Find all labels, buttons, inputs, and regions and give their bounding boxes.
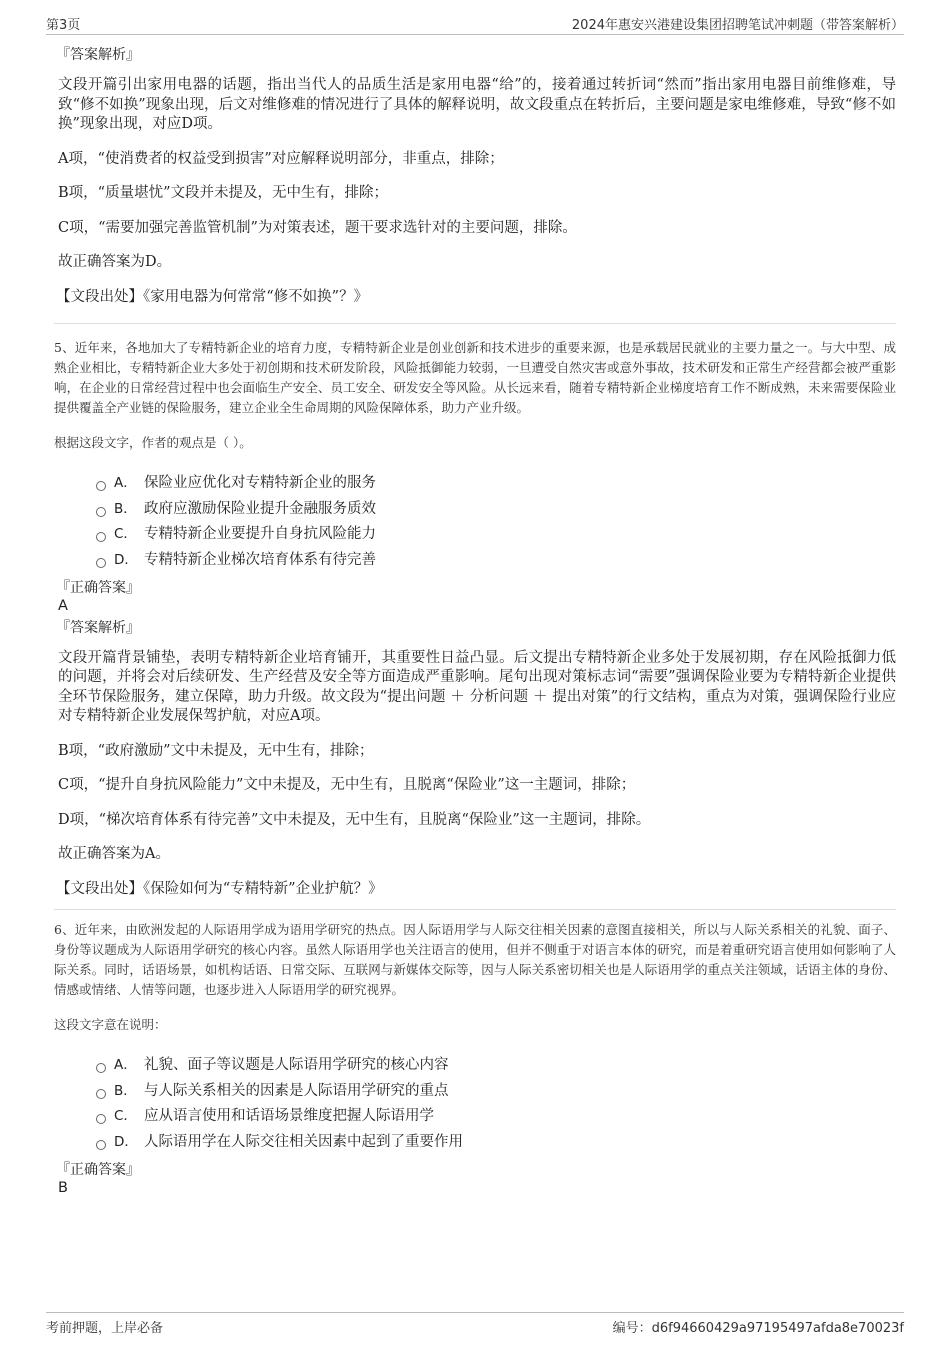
q5-analysis-line-b: B项，“政府激励”文中未提及，无中生有，排除； xyxy=(58,742,374,759)
q4-analysis-line-b: B项，“质量堪忧”文段并未提及，无中生有，排除； xyxy=(58,185,388,201)
option-text: 专精特新企业梯次培育体系有待完善 xyxy=(144,551,376,568)
divider xyxy=(54,323,896,324)
radio-icon[interactable] xyxy=(96,1114,106,1124)
q5-option-a[interactable] xyxy=(96,470,896,496)
q6-option-b[interactable] xyxy=(96,1078,896,1104)
footer-slogan: 考前押题，上岸必备 xyxy=(46,1321,164,1336)
q5-conclusion: 故正确答案为A。 xyxy=(58,846,170,863)
q6-option-d[interactable] xyxy=(96,1129,896,1155)
option-letter: A． xyxy=(114,474,137,491)
page-header xyxy=(46,14,904,35)
option-letter: B． xyxy=(114,500,137,517)
q4-analysis-line-a: A项，“使消费者的权益受到损害”对应解释说明部分，非重点，排除； xyxy=(58,150,504,167)
q5-question-text: 5、近年来，各地加大了专精特新企业的培育力度，专精特新企业是创业创新和技术进步的重要来源，也是承载居民就业的主要力量之一。与大中型、成熟企业相比，专精特新企业大多处于初创期和技术研发阶段，风险抵御能力较弱，一旦遭受自然灾害或意外事故，技术研发和正常生产经营都会被严重影响，在企业的日常经营过程中也会面临生产安全、员工安全、研发安全等风险。从长远来看，随着专精特新企业梯度培育工作不断成熟，未来需要保险业提供覆盖全产业链的保险服务，建立企业全生命周期的风险保障体系，助力产业升级。 xyxy=(54,340,896,415)
option-text: 人际语用学在人际交往相关因素中起到了重要作用 xyxy=(144,1134,463,1151)
divider xyxy=(54,909,896,910)
option-letter: B． xyxy=(114,1082,137,1099)
option-text: 政府应激励保险业提升金融服务质效 xyxy=(144,500,376,517)
option-letter: C． xyxy=(114,1108,137,1125)
option-text: 保险业应优化对专精特新企业的服务 xyxy=(144,474,376,491)
q6-options xyxy=(96,1052,896,1155)
option-letter: A． xyxy=(114,1057,137,1074)
q5-correct-label: 『正确答案』 xyxy=(56,579,140,596)
page-number: 第3页 xyxy=(46,18,81,33)
option-text: 应从语言使用和话语场景维度把握人际语用学 xyxy=(144,1108,434,1125)
option-text: 专精特新企业要提升自身抗风险能力 xyxy=(144,526,376,543)
option-letter: D． xyxy=(114,551,138,568)
radio-icon[interactable] xyxy=(96,532,106,542)
q5-option-d[interactable] xyxy=(96,547,896,573)
q5-analysis-label: 『答案解析』 xyxy=(56,619,140,636)
option-letter: C． xyxy=(114,526,137,543)
radio-icon[interactable] xyxy=(96,507,106,517)
q4-analysis-line-c: C项，“需要加强完善监管机制”为对策表述，题干要求选针对的主要问题，排除。 xyxy=(58,219,577,236)
radio-icon[interactable] xyxy=(96,1089,106,1099)
q4-analysis-paragraph: 文段开篇引出家用电器的话题，指出当代人的品质生活是家用电器“给”的，接着通过转折词“然而”指出家用电器目前维修难，导致“修不如换”现象出现，后文对维修难的情况进行了具体的解释说明，故文段重点在转折后，主要问题是家电维修难，导致“修不如换”现象出现，对应D项。 xyxy=(58,77,896,132)
radio-icon[interactable] xyxy=(96,481,106,491)
page-content xyxy=(56,46,896,1197)
q5-analysis-line-d: D项，“梯次培育体系有待完善”文中未提及，无中生有，且脱离“保险业”这一主题词，排除。 xyxy=(58,811,651,828)
q5-options xyxy=(96,470,896,573)
q6-question-text: 6、近年来，由欧洲发起的人际语用学成为语用学研究的热点。因人际语用学与人际交往相关因素的意图直接相关，所以与人际关系相关的礼貌、面子、身份等议题成为人际语用学研究的核心内容。虽然人际语用学也关注语言的使用，但并不侧重于对语言本体的研究，而是着重研究语言使用如何影响了人际关系。同时，话语场景，如机构话语、日常交际、互联网与新媒体交际等，因与人际关系密切相关也是人际语用学的重点关注领域，话语主体的身份、情感或情绪、人情等问题，也逐步进入人际语用学的研究视界。 xyxy=(54,922,896,998)
radio-icon[interactable] xyxy=(96,1140,106,1150)
q4-source: 【文段出处】《家用电器为何常常“修不如换”？》 xyxy=(56,288,369,305)
document-code: 编号：d6f94660429a97195497afda8e70023f xyxy=(612,1321,904,1336)
q5-source: 【文段出处】《保险如何为“专精特新”企业护航？》 xyxy=(56,880,383,897)
q6-answer: B xyxy=(58,1180,68,1196)
option-text: 与人际关系相关的因素是人际语用学研究的重点 xyxy=(144,1082,449,1099)
q4-analysis-label: 『答案解析』 xyxy=(56,47,140,63)
document-title: 2024年惠安兴港建设集团招聘笔试冲刺题（带答案解析） xyxy=(571,18,904,33)
option-text: 礼貌、面子等议题是人际语用学研究的核心内容 xyxy=(144,1057,449,1074)
option-letter: D． xyxy=(114,1134,138,1151)
q5-analysis-paragraph: 文段开篇背景铺垫，表明专精特新企业培育铺开，其重要性日益凸显。后文提出专精特新企业多处于发展初期，存在风险抵御力低的问题，并将会对后续研发、生产经营及安全等方面造成严重影响。尾句出现对策标志词“需要”强调保险业要为专精特新企业提供全环节保险服务，建立保障，助力升级。故文段为“提出问题 ＋ 分析问题 ＋ 提出对策”的行文结构，重点为对策，强调保险行业应对专精特新企业发展保驾护航，对应A项。 xyxy=(58,649,896,725)
q5-analysis-line-c: C项，“提升自身抗风险能力”文中未提及，无中生有，且脱离“保险业”这一主题词，排除； xyxy=(58,777,636,794)
page-footer xyxy=(46,1312,904,1337)
q6-prompt: 这段文字意在说明： xyxy=(54,1017,167,1033)
q6-option-c[interactable] xyxy=(96,1104,896,1130)
q6-option-a[interactable] xyxy=(96,1052,896,1078)
q4-conclusion: 故正确答案为D。 xyxy=(58,254,172,270)
q5-answer: A xyxy=(58,597,68,614)
radio-icon[interactable] xyxy=(96,1063,106,1073)
radio-icon[interactable] xyxy=(96,558,106,568)
q5-option-c[interactable] xyxy=(96,521,896,547)
q5-option-b[interactable] xyxy=(96,496,896,522)
q5-prompt: 根据这段文字，作者的观点是（ ）。 xyxy=(54,435,252,450)
q6-correct-label: 『正确答案』 xyxy=(56,1162,140,1178)
